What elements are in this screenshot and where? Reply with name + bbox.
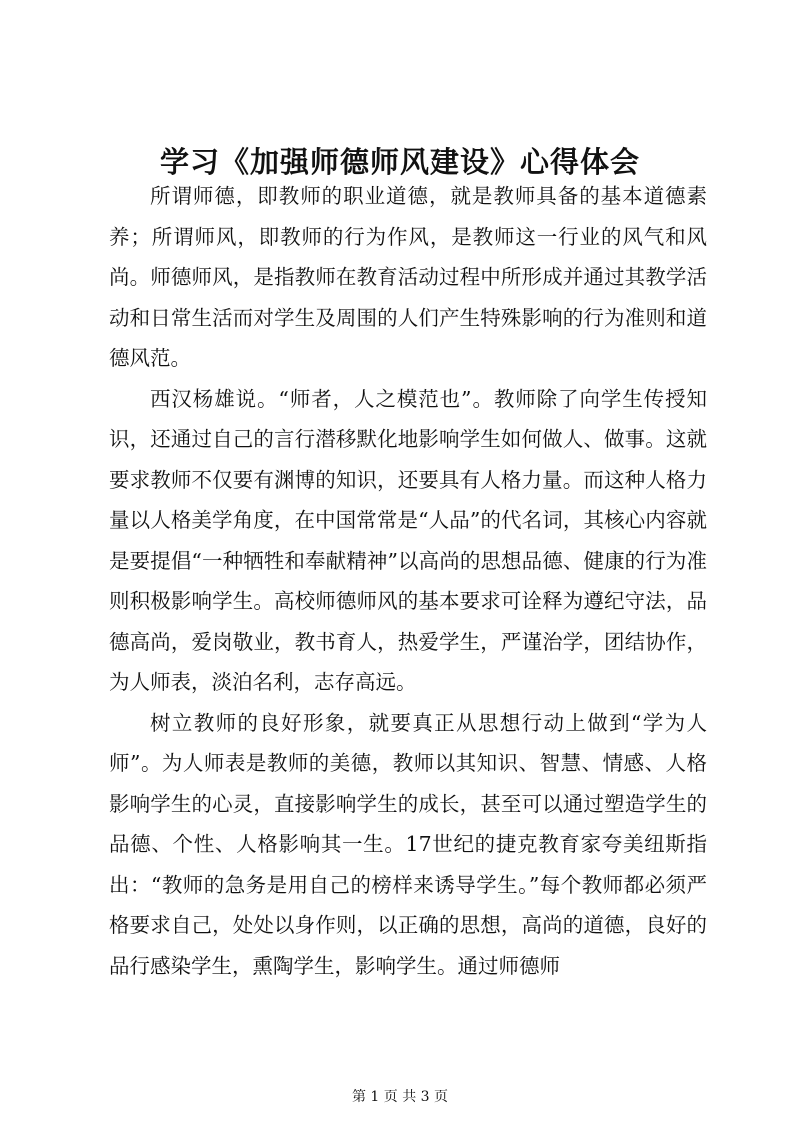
document-title: 学习《加强师德师风建设》心得体会	[159, 145, 640, 179]
paragraph-2: 西汉杨雄说。“师者，人之模范也”。教师除了向学生传授知识，还通过自己的言行潜移默化地影响学生如何做人、做事。这就要求教师不仅要有渊博的知识，还要具有人格力量。而这种人格力量以人格美学角度，在中国常常是“人品”的代名词，其核心内容就是要提倡“一种牺牲和奉献精神”以高尚的思想品德、健康的行为准则积极影响学生。高校师德师风的基本要求可诠释为遵纪守法，品德高尚，爱岗敬业，教书育人，热爱学生，严谨治学，团结协作，为人师表，淡泊名利，志存高远。	[109, 386, 707, 694]
paragraph-1: 所谓师德，即教师的职业道德，就是教师具备的基本道德素养；所谓师风，即教师的行为作风，是教师这一行业的风气和风尚。师德师风，是指教师在教育活动过程中所形成并通过其教学活动和日常生活而对学生及周围的人们产生特殊影响的行为准则和道德风范。	[109, 184, 707, 370]
page-footer: 第 1 页 共 3 页	[351, 1089, 449, 1105]
document-body	[109, 176, 707, 986]
paragraph-3: 树立教师的良好形象，就要真正从思想行动上做到“学为人师”。为人师表是教师的美德，教师以其知识、智慧、情感、人格影响学生的心灵，直接影响学生的成长，甚至可以通过塑造学生的品德、个性、人格影响其一生。17世纪的捷克教育家夸美纽斯指出：“教师的急务是用自己的榜样来诱导学生。”每个教师都必须严格要求自己，处处以身作则，以正确的思想，高尚的道德，良好的品行感染学生，熏陶学生，影响学生。通过师德师	[109, 710, 707, 978]
